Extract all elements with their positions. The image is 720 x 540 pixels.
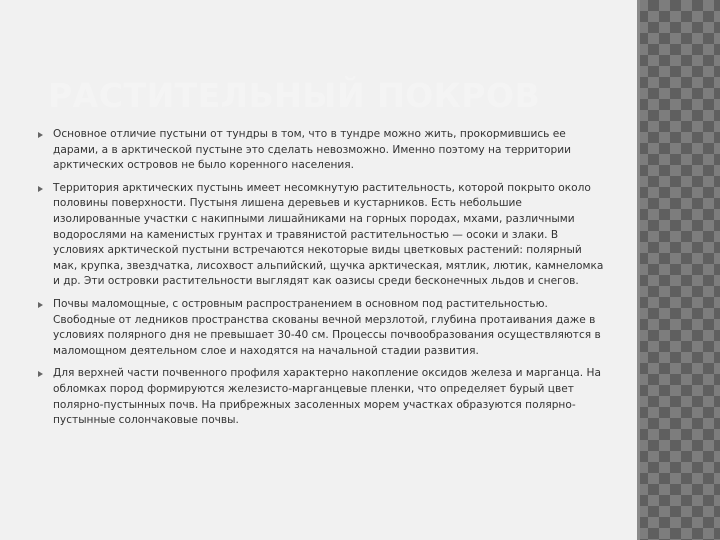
slide-title: РАСТИТЕЛЬНЫЙ ПОКРОВ bbox=[48, 76, 541, 115]
bullet-item bbox=[38, 297, 608, 359]
bullet-list bbox=[38, 127, 608, 436]
bullet-item bbox=[38, 127, 608, 174]
bullet-text: Основное отличие пустыни от тундры в том, что в тундре можно жить, прокормившись ее дарами, а в арктической пустыне это сделать невозможно. Именно поэтому на территории арктических островов не было коренного населения. bbox=[53, 128, 571, 172]
bullet-arrow-icon bbox=[38, 132, 43, 138]
pattern-bar-edge bbox=[637, 0, 640, 540]
bullet-arrow-icon bbox=[38, 302, 43, 308]
bullet-text: Территория арктических пустынь имеет несомкнутую растительность, которой покрыто около половины поверхности. Пустыня лишена деревьев и кустарников. Есть небольшие изолированные участки с накипными лишайниками на горных породах, мхами, различными водорослями на каменистых грунтах и травянистой растительностью — осоки и злаки. В условиях арктической пустыни встречаются некоторые виды цветковых растений: полярный мак, крупка, звездчатка, лисохвост альпийский, щучка арктическая, мятлик, лютик, камнеломка и др. Эти островки растительности выглядят как оазисы среди бесконечных льдов и снегов. bbox=[53, 181, 604, 288]
bullet-item bbox=[38, 181, 608, 290]
decorative-pattern-bar bbox=[637, 0, 720, 540]
bullet-text: Для верхней части почвенного профиля характерно накопление оксидов железа и марганца. На обломках пород формируются железисто-марганцевые пленки, что определяет бурый цвет полярно-пустынных почв. На прибрежных засоленных морем участках образуются полярно-пустынные солончаковые почвы. bbox=[53, 367, 601, 427]
bullet-text: Почвы маломощные, с островным распространением в основном под растительностью. Свободные от ледников пространства скованы вечной мерзлотой, глубина протаивания даже в условиях полярного дня не превышает 30-40 см. Процессы почвообразования осуществляются в маломощном деятельном слое и находятся на начальной стадии развития. bbox=[53, 297, 601, 357]
bullet-item bbox=[38, 366, 608, 428]
bullet-arrow-icon bbox=[38, 186, 43, 192]
bullet-arrow-icon bbox=[38, 371, 43, 377]
